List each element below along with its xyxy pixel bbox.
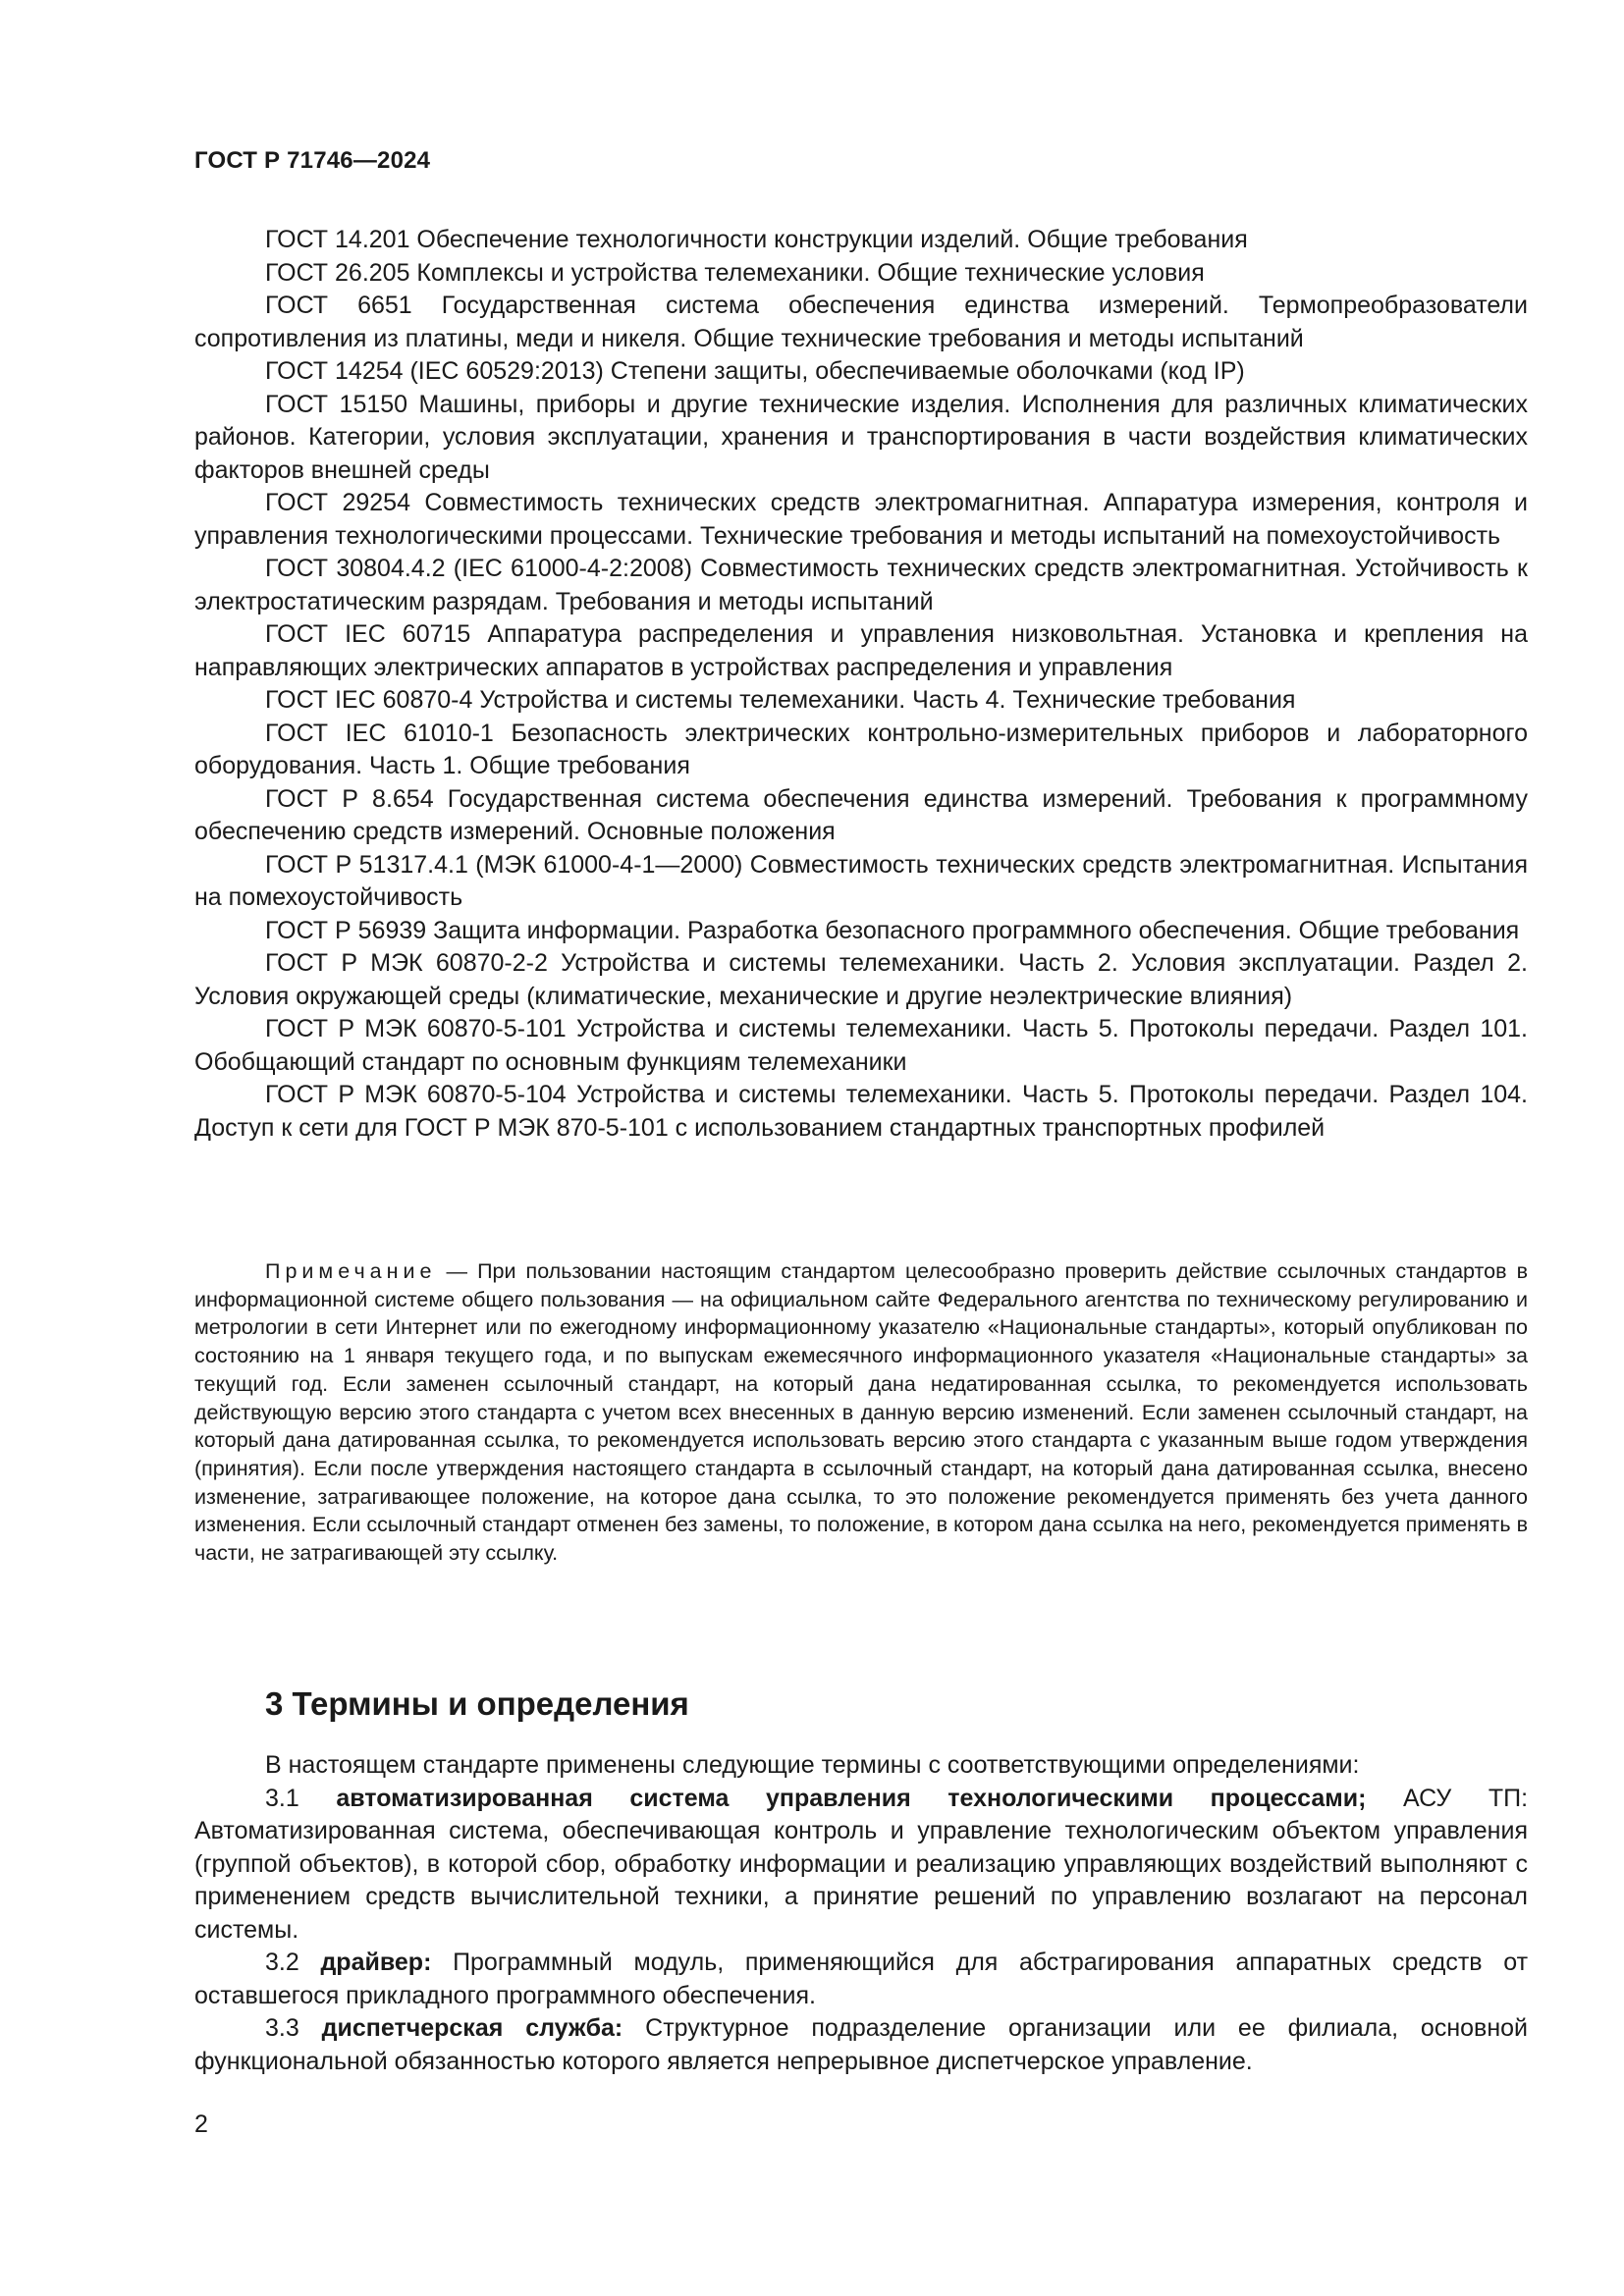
note-block bbox=[194, 1257, 1528, 1568]
note-paragraph bbox=[194, 1257, 1528, 1568]
page-number: 2 bbox=[194, 2110, 208, 2138]
term-definition: Структурное подразделение организации или ее филиала, основной функциональной обязанностью которого является непрерывное диспетчерское управление. bbox=[194, 2014, 1528, 2075]
reference-item: ГОСТ Р МЭК 60870-5-101 Устройства и системы телемеханики. Часть 5. Протоколы передачи. Раздел 101. Обобщающий стандарт по основным функциям телемеханики bbox=[194, 1015, 1528, 1076]
reference-item: ГОСТ 30804.4.2 (IEC 61000-4-2:2008) Совместимость технических средств электромагнитная. Устойчивость к электростатическим разрядам. Требования и методы испытаний bbox=[194, 555, 1528, 615]
term-number: 3.3 bbox=[265, 2014, 299, 2042]
reference-item: ГОСТ IEC 60870-4 Устройства и системы телемеханики. Часть 4. Технические требования bbox=[265, 686, 1296, 714]
document-number-header: ГОСТ Р 71746—2024 bbox=[194, 147, 431, 174]
note-separator: — bbox=[436, 1259, 478, 1283]
reference-item: ГОСТ Р 8.654 Государственная система обеспечения единства измерений. Требования к программному обеспечению средств измерений. Основные положения bbox=[194, 784, 1528, 845]
terms-section-body bbox=[194, 1749, 1528, 2078]
section-heading: 3 Термины и определения bbox=[265, 1685, 689, 1722]
term-number: 3.2 bbox=[265, 1949, 299, 1976]
note-text: При пользовании настоящим стандартом целесообразно проверить действие ссылочных стандартов в информационной системе общего пользования — на официальном сайте Федерального агентства по техническому регулированию и метрологии в сети Интернет или по ежегодному информационному указателю «Национальные стандарты», который опубликован по состоянию на 1 января текущего года, и по выпускам ежемесячного информационного указателя «Национальные стандарты» за текущий год. Если заменен ссылочный стандарт, на который дана недатированная ссылка, то рекомендуется использовать действующую версию этого стандарта с учетом всех внесенных в данную версию изменений. Если заменен ссылочный стандарт, на который дана датированная ссылка, то рекомендуется использовать версию этого стандарта с указанным выше годом утверждения (принятия). Если после утверждения настоящего стандарта в ссылочный стандарт, на который дана датированная ссылка, внесено изменение, затрагивающее положение, на которое дана ссылка, то это положение рекомендуется применять без учета данного изменения. Если ссылочный стандарт отменен без замены, то положение, в котором дана ссылка на него, рекомендуется применять в части, не затрагивающей эту ссылку. bbox=[194, 1259, 1528, 1566]
reference-item: ГОСТ 6651 Государственная система обеспечения единства измерений. Термопреобразователи сопротивления из платины, меди и никеля. Общие технические требования и методы испытаний bbox=[194, 292, 1528, 352]
term-definition: Программный модуль, применяющийся для абстрагирования аппаратных средств от оставшегося прикладного программного обеспечения. bbox=[194, 1949, 1529, 2009]
term-name: автоматизированная система управления технологическими процессами; bbox=[336, 1784, 1367, 1812]
term-number: 3.1 bbox=[265, 1784, 299, 1812]
normative-references-list bbox=[194, 224, 1528, 1145]
section-intro: В настоящем стандарте применены следующие термины с соответствующими определениями: bbox=[265, 1751, 1360, 1779]
reference-item: ГОСТ IEC 61010-1 Безопасность электрических контрольно-измерительных приборов и лабораторного оборудования. Часть 1. Общие требования bbox=[194, 719, 1528, 779]
term-entry bbox=[194, 2012, 1528, 2078]
reference-item: ГОСТ 14254 (IEC 60529:2013) Степени защиты, обеспечиваемые оболочками (код IP) bbox=[265, 357, 1245, 385]
reference-item: ГОСТ 14.201 Обеспечение технологичности конструкции изделий. Общие требования bbox=[265, 226, 1248, 253]
term-name: диспетчерская служба: bbox=[321, 2014, 623, 2042]
reference-item: ГОСТ Р 56939 Защита информации. Разработка безопасного программного обеспечения. Общие требования bbox=[265, 916, 1520, 944]
reference-item: ГОСТ Р МЭК 60870-5-104 Устройства и системы телемеханики. Часть 5. Протоколы передачи. Раздел 104. Доступ к сети для ГОСТ Р МЭК 870-5-101 с использованием стандартных транспортных профилей bbox=[194, 1081, 1528, 1142]
term-name: драйвер: bbox=[320, 1949, 432, 1976]
reference-item: ГОСТ Р 51317.4.1 (МЭК 61000-4-1—2000) Совместимость технических средств электромагнитная. Испытания на помехоустойчивость bbox=[194, 850, 1528, 911]
term-definition: АСУ ТП: Автоматизированная система, обеспечивающая контроль и управление технологическим объектом управления (группой объектов), в которой сбор, обработку информации и реализацию управляющих воздействий выполняют с применением средств вычислительной техники, а принятие решений по управлению возлагают на персонал системы. bbox=[194, 1784, 1529, 1944]
term-entry bbox=[194, 1947, 1528, 2012]
reference-item: ГОСТ IEC 60715 Аппаратура распределения и управления низковольтная. Установка и крепления на направляющих электрических аппаратов в устройствах распределения и управления bbox=[194, 620, 1528, 681]
reference-item: ГОСТ 29254 Совместимость технических средств электромагнитная. Аппаратура измерения, контроля и управления технологическими процессами. Технические требования и методы испытаний на помехоустойчивость bbox=[194, 489, 1528, 550]
note-label: Примечание bbox=[265, 1259, 437, 1283]
reference-item: ГОСТ Р МЭК 60870-2-2 Устройства и системы телемеханики. Часть 2. Условия эксплуатации. Раздел 2. Условия окружающей среды (климатические, механические и другие неэлектрические влияния) bbox=[194, 949, 1528, 1010]
reference-item: ГОСТ 15150 Машины, приборы и другие технические изделия. Исполнения для различных климатических районов. Категории, условия эксплуатации, хранения и транспортирования в части воздействия климатических факторов внешней среды bbox=[194, 390, 1528, 484]
term-entry bbox=[194, 1783, 1528, 1948]
reference-item: ГОСТ 26.205 Комплексы и устройства телемеханики. Общие технические условия bbox=[265, 258, 1205, 287]
